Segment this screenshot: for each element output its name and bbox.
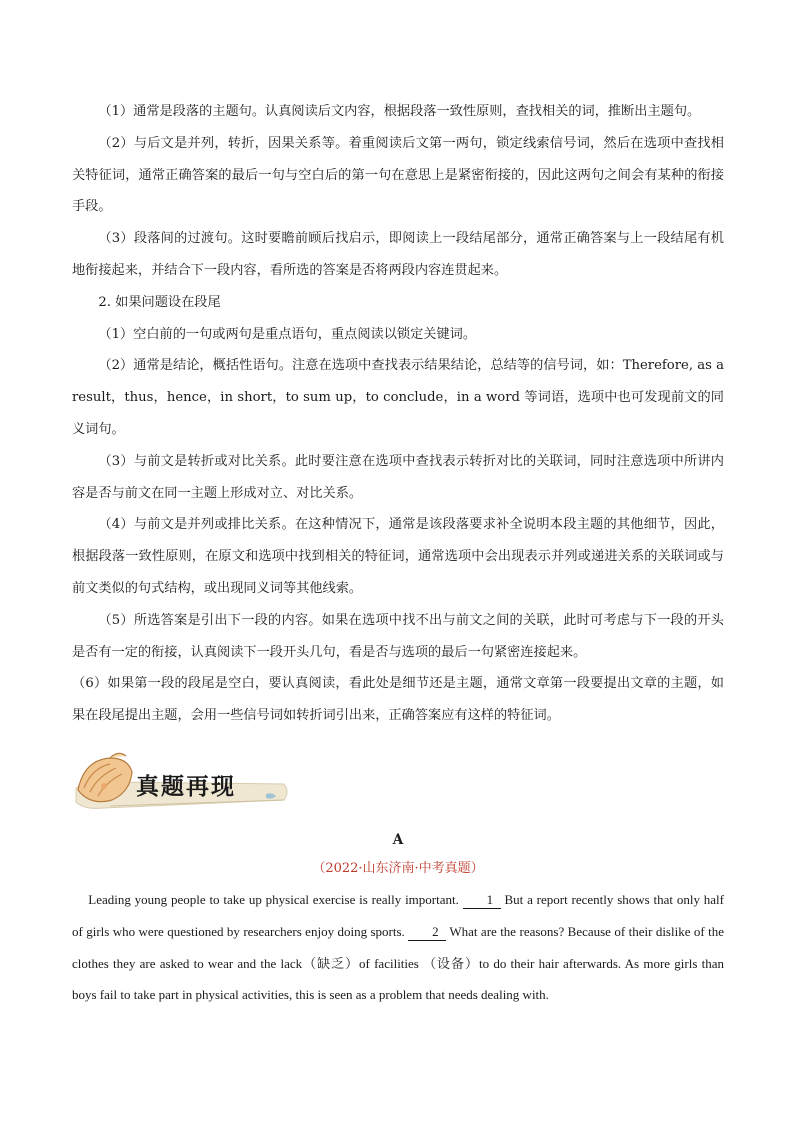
passage-label: A bbox=[392, 832, 404, 849]
tip-paragraph-3: （3）段落间的过渡句。这时要瞻前顾后找启示，即阅读上一段结尾部分，通常正确答案与上一段结尾有机地衔接起来，并结合下一段内容，看所选的答案是否将两段内容连贯起来。 bbox=[72, 231, 724, 278]
tip-paragraph-4: （1）空白前的一句或两句是重点语句，重点阅读以锁定关键词。 bbox=[98, 326, 477, 342]
passage-paragraph bbox=[72, 884, 724, 1010]
passage-sentence-2: But a report recently shows that only half of girls who were questioned by researchers enjoy doing sports. bbox=[72, 892, 724, 939]
passage-sentence-3: What are the reasons? Because of their dislike of the clothes they are asked to wear and the lack（缺乏）of facilities （设备）to do their hair afterwards. As more girls than boys fail to take part in physical activities, this is seen as a problem that needs dealing with. bbox=[72, 923, 724, 1003]
reading-passage bbox=[72, 884, 724, 1010]
passage-source: （2022·山东济南·中考真题） bbox=[312, 861, 484, 877]
answer-blank-2[interactable]: 2 bbox=[408, 924, 446, 941]
section-heading-end-of-paragraph: 2. 如果问题设在段尾 bbox=[98, 294, 221, 310]
answer-blank-1[interactable]: 1 bbox=[463, 892, 501, 909]
section-banner bbox=[70, 748, 292, 820]
tip-paragraph-2: （2）与后文是并列，转折，因果关系等。着重阅读后文第一两句，锁定线索信号词，然后在选项中查找相关特征词，通常正确答案的最后一句与空白后的第一句在意思上是紧密衔接的，因此这两句之间会有某种的衔接手段。 bbox=[72, 135, 724, 215]
passage-sentence-1: Leading young people to take up physical exercise is really important. bbox=[88, 892, 463, 908]
tip-paragraph-5: （2）通常是结论，概括性语句。注意在选项中查找表示结果结论，总结等的信号词，如：Therefore, as a result，thus，hence，in short，to sum up，to conclude，in a word 等词语，选项中也可发现前文的同义词句。 bbox=[72, 358, 724, 437]
tip-paragraph-7: （4）与前文是并列或排比关系。在这种情况下，通常是该段落要求补全说明本段主题的其他细节，因此，根据段落一致性原则，在原文和选项中找到相关的特征词，通常选项中会出现表示并列或递进关系的关联词或与前文类似的句式结构，或出现同义词等其他线索。 bbox=[72, 517, 724, 596]
tip-paragraph-8: （5）所选答案是引出下一段的内容。如果在选项中找不出与前文之间的关联，此时可考虑与下一段的开头是否有一定的衔接，认真阅读下一段开头几句，看是否与选项的最后一句紧密连接起来。 bbox=[72, 612, 724, 660]
banner-title: 真题再现 bbox=[136, 773, 236, 801]
tip-paragraph-9: （6）如果第一段的段尾是空白，要认真阅读，看此处是细节还是主题，通常文章第一段要提出文章的主题，如果在段尾提出主题，会用一些信号词如转折词引出来，正确答案应有这样的特征词。 bbox=[72, 676, 724, 724]
document-page bbox=[72, 96, 724, 1011]
tip-paragraph-1: （1）通常是段落的主题句。认真阅读后文内容，根据段落一致性原则，查找相关的词，推断出主题句。 bbox=[98, 104, 701, 119]
tip-paragraph-6: （3）与前文是转折或对比关系。此时要注意在选项中查找表示转折对比的关联词，同时注意选项中所讲内容是否与前文在同一主题上形成对立、对比关系。 bbox=[72, 453, 724, 501]
